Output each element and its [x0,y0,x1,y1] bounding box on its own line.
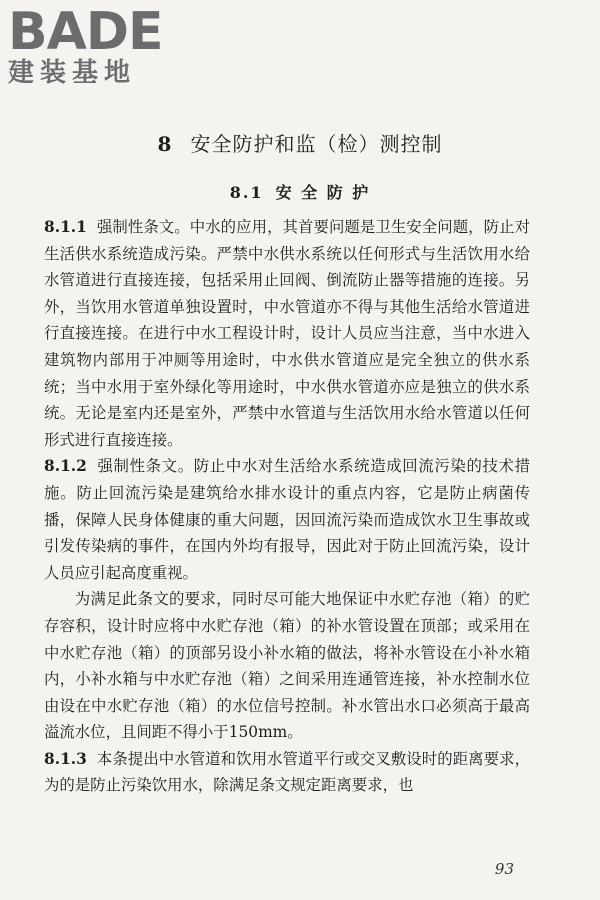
clause-8-1-2 [44,453,530,586]
chapter-number: 8 [157,132,173,156]
logo-subtitle: 建装基地 [8,58,137,88]
page-number: 93 [494,860,514,878]
clause-text: 为满足此条文的要求，同时尽可能大地保证中水贮存池（箱）的贮存容积，设计时应将中水贮存池（箱）的补水管设置在顶部；或采用在中水贮存池（箱）的顶部另设小补水箱的做法，将补水管设在小补水箱内，小补水箱与中水贮存池（箱）之间采用连通管连接，补水控制水位由设在中水贮存池（箱）的水位信号控制。补水管出水口必须高于最高溢流水位，且间距不得小于150mm。 [44,590,530,742]
clause-text: 强制性条文。防止中水对生活给水系统造成回流污染的技术措施。防止回流污染是建筑给水排水设计的重点内容，它是防止病菌传播，保障人民身体健康的重大问题，因回流污染而造成饮水卫生事故或引发传染病的事件，在国内外均有报导，因此对于防止回流污染，设计人员应引起高度重视。 [44,457,530,582]
clause-8-1-3 [44,746,530,799]
clause-8-1-1 [44,214,530,453]
clause-number: 8.1.1 [44,218,87,236]
chapter-title: 安全防护和监（检）测控制 [190,132,443,156]
clause-number: 8.1.3 [44,749,87,768]
logo-brand: BADE [8,2,163,62]
clause-8-1-2-explanation [44,586,530,746]
chapter-heading [0,128,600,157]
section-heading [0,180,600,203]
clause-text: 本条提出中水管道和饮用水管道平行或交叉敷设时的距离要求，为的是防止污染饮用水，除满足条文规定距离要求，也 [44,749,530,795]
clause-number: 8.1.2 [44,457,87,476]
document-body [44,214,530,799]
bade-logo [8,4,163,88]
section-title: 安 全 防 护 [275,183,371,202]
section-number: 8.1 [229,183,264,202]
clause-text: 强制性条文。中水的应用，其首要问题是卫生安全问题，防止对生活供水系统造成污染。严禁中水供水系统以任何形式与生活饮用水给水管道进行直接连接，包括采用止回阀、倒流防止器等措施的连接。另外，当饮用水管道单独设置时，中水管道亦不得与其他生活给水管道进行直接连接。在进行中水工程设计时，设计人员应当注意，当中水进入建筑物内部用于冲厕等用途时，中水供水管道应是完全独立的供水系统；当中水用于室外绿化等用途时，中水供水管道亦应是独立的供水系统。无论是室内还是室外，严禁中水管道与生活饮用水给水管道以任何形式进行直接连接。 [44,218,530,449]
